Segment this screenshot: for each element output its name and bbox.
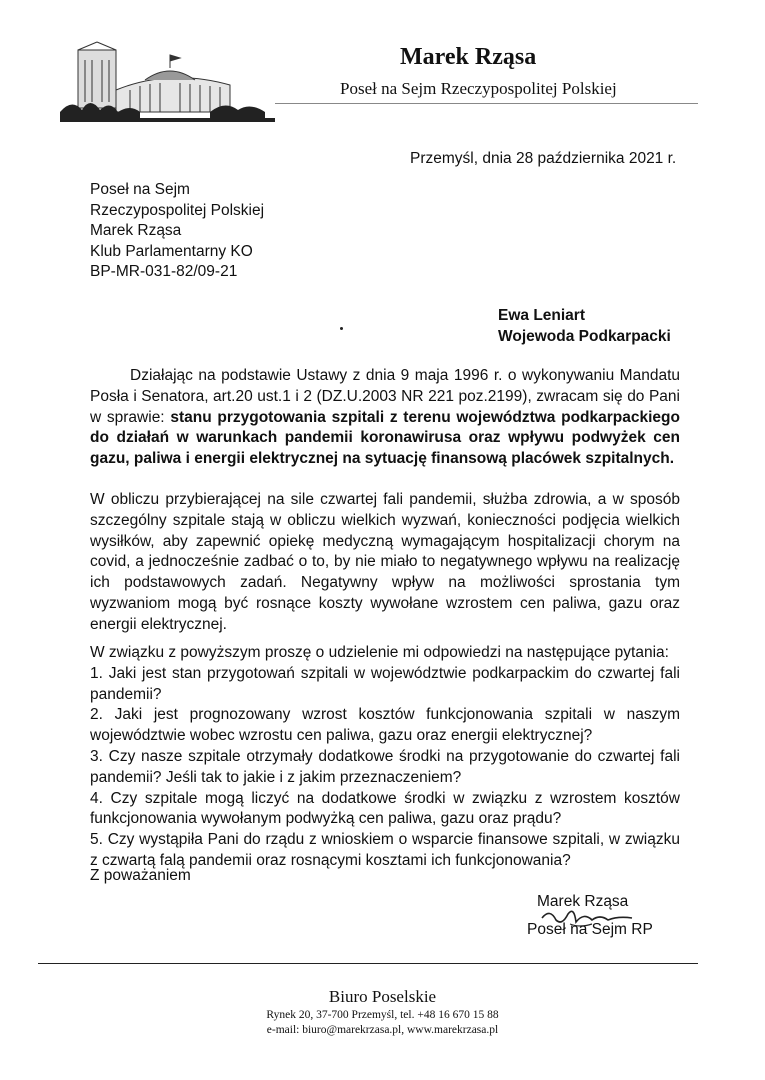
footer-divider <box>38 963 698 964</box>
paragraph-context <box>90 490 680 636</box>
question-item: 1. Jaki jest stan przygotowań szpitali w województwie podkarpackim do czwartej fali pandemii? <box>90 664 680 703</box>
signatory-title: Poseł na Sejm RP <box>527 921 653 938</box>
sender-line: Marek Rząsa <box>90 222 182 239</box>
questions-block <box>90 643 680 872</box>
recipient-title: Wojewoda Podkarpacki <box>498 327 671 345</box>
footer-contact: e-mail: biuro@marekrzasa.pl, www.marekrzasa.pl <box>266 1024 499 1036</box>
date-line: Przemyśl, dnia 28 października 2021 r. <box>410 150 677 167</box>
question-item: 4. Czy szpitale mogą liczyć na dodatkowe środki w związku z wzrostem kosztów funkcjonowania wywołanym podwyżką cen paliwa, gazu oraz prądu? <box>90 789 680 828</box>
question-item: 3. Czy nasze szpitale otrzymały dodatkowe środki na przygotowanie do czwartej fali pandemii? Jeśli tak to jakie i z jakim przeznaczeniem? <box>90 747 680 786</box>
subject-text: stanu przygotowania szpitali z terenu województwa podkarpackiego do działań w warunkach pandemii koronawirusa oraz wpływu podwyżek cen gazu, paliwa i energii elektrycznej na sytuację finansową placówek szpitalnych. <box>90 408 680 468</box>
question-item: 2. Jaki jest prognozowany wzrost kosztów funkcjonowania szpitali w naszym województwie wobec wzrostu cen paliwa, gazu oraz energii elektrycznej? <box>90 706 680 745</box>
recipient-name: Ewa Leniart <box>498 307 585 324</box>
questions-intro: W związku z powyższym proszę o udzielenie mi odpowiedzi na następujące pytania: <box>90 644 669 661</box>
recipient-block <box>498 306 671 347</box>
sejm-building-icon <box>60 40 280 130</box>
signatory-name: Marek Rząsa <box>537 893 629 910</box>
closing-text: Z poważaniem <box>90 867 191 884</box>
footer-address: Rynek 20, 37-700 Przemyśl, tel. +48 16 670 15 88 <box>266 1009 499 1021</box>
sender-line: Poseł na Sejm <box>90 181 190 198</box>
scan-speck <box>340 327 343 330</box>
sender-block <box>90 180 264 283</box>
letterhead-divider <box>275 103 698 104</box>
question-item: 5. Czy wystąpiła Pani do rządu z wnioskiem o wsparcie finansowe szpitali, w związku z czwartą falą pandemii oraz rosnącymi kosztami ich funkcjonowania? <box>90 831 680 869</box>
footer-title: Biuro Poselskie <box>328 987 437 1006</box>
paragraph-intro <box>90 366 680 470</box>
sender-line: Klub Parlamentarny KO <box>90 242 253 260</box>
context-text: W obliczu przybierającej na sile czwartej fali pandemii, służba zdrowia, a w sposób szczególny szpitale stają w obliczu wielkich wyzwań, konieczności podjęcia wielkich wysiłków, aby zapewnić opiekę medyczną wymagającym hospitalizacji chorym na covid, a jednocześnie zadbać o to, by nie miało to negatywnego wpływu na realizację ich podstawowych zadań. Negatywny wpływ na możliwości sprostania tym wyzwaniom mogą być rosnące koszty wywołane wzrostem cen paliwa, gazu oraz energii elektrycznej. <box>90 491 680 633</box>
sender-line: Rzeczypospolitej Polskiej <box>90 201 265 219</box>
intro-text: Działając na podstawie Ustawy z dnia 9 maja 1996 r. o wykonywaniu Mandatu Posła i Senatora, art.20 ust.1 i 2 (DZ.U.2003 NR 221 poz.2199), zwracam się do Pani w sprawie: <box>90 367 680 426</box>
reference-number: BP-MR-031-82/09-21 <box>90 263 238 280</box>
letterhead-subtitle: Poseł na Sejm Rzeczypospolitej Polskiej <box>340 79 617 98</box>
letterhead-name: Marek Rząsa <box>400 44 537 70</box>
